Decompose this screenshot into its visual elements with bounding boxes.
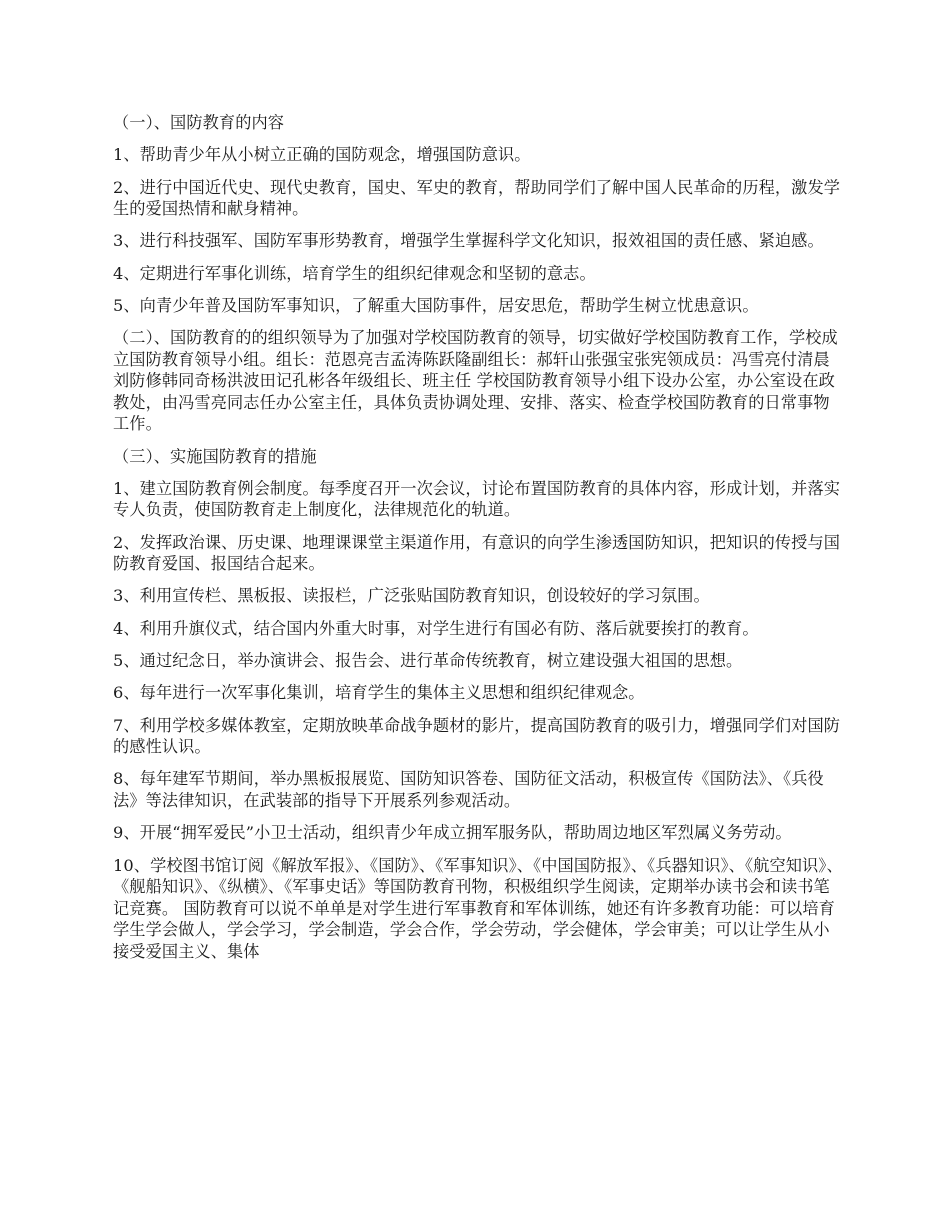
paragraph: 4、利用升旗仪式，结合国内外重大时事，对学生进行有国必有防、落后就要挨打的教育。 [113,618,759,638]
paragraph: 7、利用学校多媒体教室，定期放映革命战争题材的影片，提高国防教育的吸引力，增强同学们对国防的感性认识。 [113,715,841,757]
paragraph: 6、每年进行一次军事化集训，培育学生的集体主义思想和组织纪律观念。 [113,683,645,703]
section-heading-measures: （三）、实施国防教育的措施 [113,446,317,466]
paragraph: 9、开展“拥军爱民”小卫士活动，组织青少年成立拥军服务队，帮助周边地区军烈属义务劳动。 [113,823,792,843]
paragraph: 1、建立国防教育例会制度。每季度召开一次会议，讨论布置国防教育的具体内容，形成计划，并落实专人负责，使国防教育走上制度化，法律规范化的轨道。 [113,478,841,520]
paragraph: 4、定期进行军事化训练，培育学生的组织纪律观念和坚韧的意志。 [113,263,596,283]
paragraph: 3、利用宣传栏、黑板报、读报栏，广泛张贴国防教育知识，创设较好的学习氛围。 [113,586,710,606]
section-heading-content: （一）、国防教育的内容 [113,113,285,132]
paragraph: 8、每年建军节期间，举办黑板报展览、国防知识答卷、国防征文活动，积极宣传《国防法》、《兵役法》等法律知识，在武装部的指导下开展系列参观活动。 [113,769,824,810]
paragraph: 10、学校图书馆订阅《解放军报》、《国防》、《军事知识》、《中国国防报》、《兵器知识》、《航空知识》、《舰船知识》、《纵横》、《军事史话》等国防教育刊物，积极组织学生阅读，定期举办读书会和读书笔记竞赛。 国防教育可以说不单单是对学生进行军事教育和军体训练，她还有许多教育功能：可以培育学生学会做人，学会学习，学会制造，学会合作，学会劳动，学会健体，学会审美；可以让学生从小接受爱国主义、集体 [113,855,843,961]
section-organization: （二）、国防教育的的组织领导为了加强对学校国防教育的领导，切实做好学校国防教育工作，学校成立国防教育领导小组。组长：范恩亮吉孟涛陈跃隆副组长：郝轩山张强宝张宪领成员：冯雪亮付清晨刘防修韩同奇杨洪波田记孔彬各年级组长、班主任 学校国防教育领导小组下设办公室，办公室设在政教处，由冯雪亮同志任办公室主任，具体负责协调处理、安排、落实、检查学校国防教育的日常事物工作。 [113,328,838,434]
paragraph: 1、帮助青少年从小树立正确的国防观念，增强国防意识。 [113,145,531,165]
paragraph: 2、进行中国近代史、现代史教育，国史、军史的教育，帮助同学们了解中国人民革命的历程，激发学生的爱国热情和献身精神。 [113,177,841,219]
paragraph: 5、通过纪念日，举办演讲会、报告会、进行革命传统教育，树立建设强大祖国的思想。 [113,651,743,671]
document-body [113,112,843,973]
paragraph: 5、向青少年普及国防军事知识，了解重大国防事件，居安思危，帮助学生树立忧患意识。 [113,295,759,315]
paragraph: 3、进行科技强军、国防军事形势教育，增强学生掌握科学文化知识，报效祖国的责任感、紧迫感。 [113,231,824,251]
paragraph: 2、发挥政治课、历史课、地理课课堂主渠道作用，有意识的向学生渗透国防知识，把知识的传授与国防教育爱国、报国结合起来。 [113,532,841,574]
